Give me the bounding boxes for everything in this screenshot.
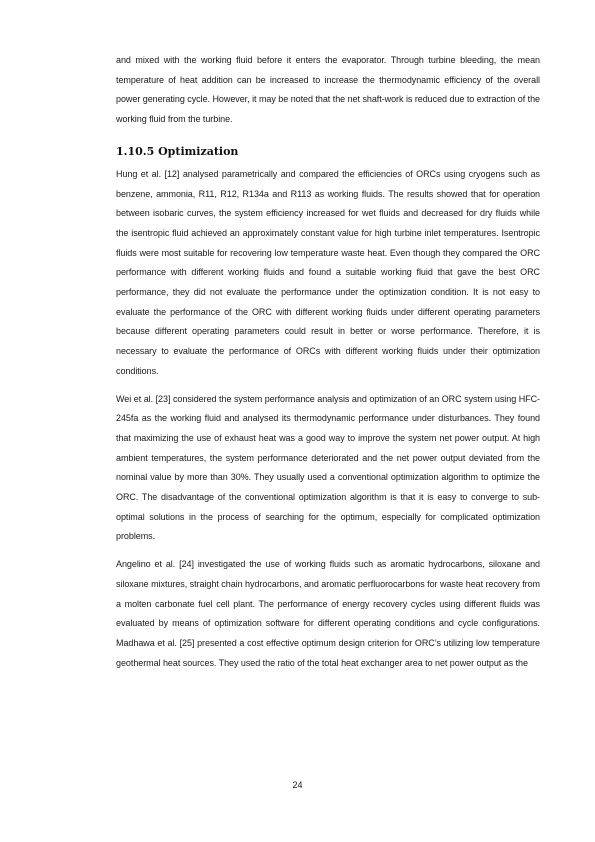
section-heading: 1.10.5 Optimization [116, 144, 239, 158]
page-number: 24 [292, 780, 303, 790]
intro-paragraph: and mixed with the working fluid before it enters the evaporator. Through turbine bleeding, the mean temperature of heat addition can be increased to increase the thermodynamic efficiency of the overall power generating cycle. However, it may be noted that the net shaft-work is reduced due to extraction of the working fluid from the turbine. [116, 55, 540, 125]
paragraph-angelino: Angelino et al. [24] investigated the use of working fluids such as aromatic hydrocarbons, siloxane and siloxane mixtures, straight chain hydrocarbons, and aromatic perfluorocarbons for waste heat recovery from a molten carbonate fuel cell plant. The performance of energy recovery cycles using different fluids was evaluated by means of optimization software for different operating conditions and cycle configurations. Madhawa et al. [25] presented a cost effective optimum design criterion for ORC’s utilizing low temperature geothermal heat sources. They used the ratio of the total heat exchanger area to net power output as the [116, 559, 540, 668]
paragraph-wei: Wei et al. [23] considered the system performance analysis and optimization of an ORC system using HFC-245fa as the working fluid and analysed its thermodynamic performance under disturbances. They found that maximizing the use of exhaust heat was a good way to improve the system net power output. At high ambient temperatures, the system performance deteriorated and the net power output deviated from the nominal value by more than 30%. They usually used a conventional optimization algorithm to optimize the ORC. The disadvantage of the conventional optimization algorithm is that it is easy to converge to sub-optimal solutions in the process of searching for the optimum, especially for complicated optimization problems. [116, 393, 540, 542]
page-content [116, 51, 540, 673]
paragraph-hung: Hung et al. [12] analysed parametrically and compared the efficiencies of ORCs using cryogens such as benzene, ammonia, R11, R12, R134a and R113 as working fluids. The results showed that for operation between isobaric curves, the system efficiency increased for wet fluids and decreased for dry fluids while the isentropic fluid achieved an approximately constant value for high turbine inlet temperatures. Isentropic fluids were most suitable for recovering low temperature waste heat. Even though they compared the ORC performance with different working fluids and found a suitable working fluid that gave the best ORC performance, they did not evaluate the performance under the optimization condition. It is not easy to evaluate the performance of the ORC with different working fluids under different operating parameters because different operating parameters could result in better or worse performance. Therefore, it is necessary to evaluate the performance of ORCs with different working fluids under their optimization conditions. [116, 168, 540, 376]
